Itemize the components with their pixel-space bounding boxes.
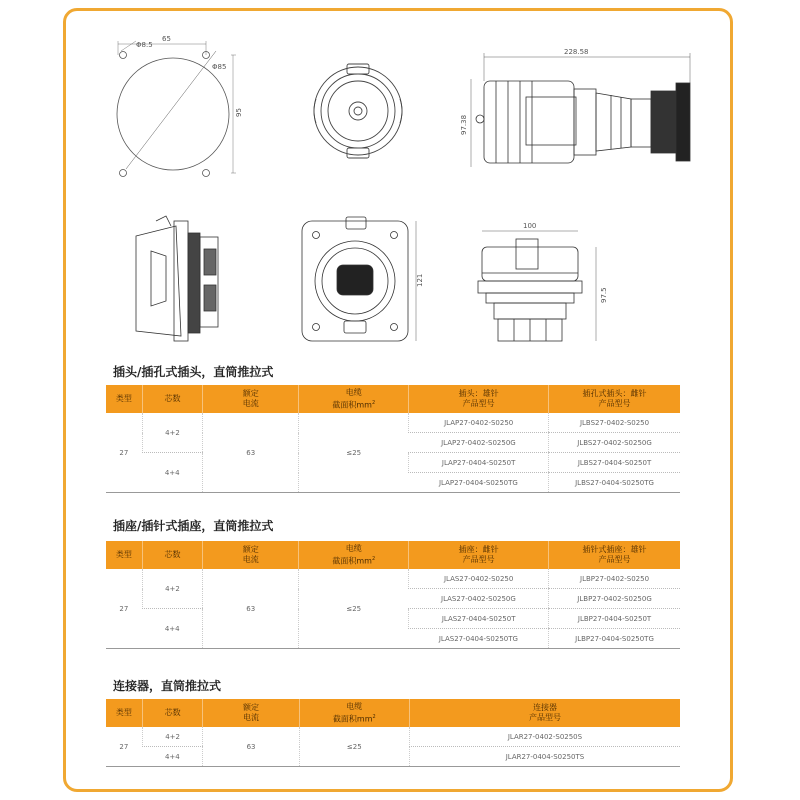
cell-current: 63 [203,413,299,493]
cell-model: JLAR27-0402-S0250S [409,727,680,747]
socket-side-drawing [136,216,218,341]
header-current: 额定 电流 [203,699,299,727]
cell-model-b: JLBP27-0404-S0250TG [549,629,680,649]
cell-cable: ≤25 [299,413,409,493]
connector-spec-table [106,699,680,767]
dim-cutout-circle: Φ85 [212,63,227,71]
cell-cores: 4+4 [142,609,203,649]
cell-type: 27 [106,569,142,649]
header-model-a: 插头：雄针 产品型号 [409,385,549,413]
section-title-plug: 插头/插孔式插头，直筒推拉式 [113,365,274,379]
cell-model: JLAR27-0404-S0250TS [409,747,680,767]
socket-spec-table [106,541,680,649]
socket-front-drawing [302,217,416,341]
dim-cutout-width: 65 [162,35,171,43]
page-frame [63,8,733,792]
header-type: 类型 [106,385,142,413]
header-cable: 电缆 截面积$mm^2$ [299,541,409,569]
cell-model-a: JLAP27-0402-S0250 [409,413,549,433]
dim-cutout-height: 95 [235,108,243,117]
table-row [106,569,680,589]
plug-side-drawing [471,53,690,167]
table-row [106,413,680,433]
dim-socket-height: 121 [416,273,424,287]
cell-cores: 4+4 [142,453,203,493]
header-type: 类型 [106,699,142,727]
cell-model-b: JLBP27-0404-S0250T [549,609,680,629]
socket-top-drawing [478,231,596,341]
header-model: 连接器 产品型号 [409,699,680,727]
technical-drawings [66,11,730,361]
section-title-connector: 连接器，直筒推拉式 [113,679,222,693]
section-title-socket: 插座/插针式插座，直筒推拉式 [113,519,274,533]
header-cores: 芯数 [142,699,203,727]
header-model-b: 插孔式插头：雌针 产品型号 [549,385,680,413]
plug-spec-table [106,385,680,493]
cell-model-a: JLAP27-0402-S0250G [409,433,549,453]
cell-model-b: JLBS27-0404-S0250T [549,453,680,473]
cell-cable: ≤25 [299,727,409,767]
cell-type: 27 [106,727,142,767]
header-model-a: 插座：雌针 产品型号 [409,541,549,569]
header-model-b: 插针式插座：雄针 产品型号 [549,541,680,569]
header-cores: 芯数 [142,541,203,569]
cell-current: 63 [203,727,299,767]
header-type: 类型 [106,541,142,569]
cell-type: 27 [106,413,142,493]
cell-model-a: JLAS27-0404-S0250T [409,609,549,629]
table-header-row [106,541,680,569]
header-current: 额定 电流 [203,385,299,413]
cell-model-b: JLBP27-0402-S0250 [549,569,680,589]
header-current: 额定 电流 [203,541,299,569]
cell-current: 63 [203,569,299,649]
cell-cable: ≤25 [299,569,409,649]
dim-side-height: 97.38 [460,114,468,135]
dim-cutout-hole: Φ8.5 [136,41,153,49]
cell-model-b: JLBS27-0402-S0250G [549,433,680,453]
cell-cores: 4+4 [142,747,203,767]
cell-model-a: JLAP27-0404-S0250T [409,453,549,473]
cell-model-a: JLAS27-0402-S0250G [409,589,549,609]
header-cable: 电缆 截面积$mm^2$ [299,699,409,727]
cutout-drawing [117,41,236,177]
cell-model-b: JLBP27-0402-S0250G [549,589,680,609]
dim-socket-top-height: 97.5 [600,287,608,303]
header-cores: 芯数 [142,385,203,413]
cell-model-a: JLAS27-0404-S0250TG [409,629,549,649]
cell-model-a: JLAS27-0402-S0250 [409,569,549,589]
plug-face-drawing [314,64,402,158]
table-header-row [106,385,680,413]
table-row [106,727,680,747]
header-cable: 电缆 截面积$mm^2$ [299,385,409,413]
cell-cores: 4+2 [142,727,203,747]
cell-model-b: JLBS27-0404-S0250TG [549,473,680,493]
table-header-row [106,699,680,727]
cell-cores: 4+2 [142,413,203,453]
cell-model-b: JLBS27-0402-S0250 [549,413,680,433]
dim-socket-width: 100 [523,222,537,230]
cell-model-a: JLAP27-0404-S0250TG [409,473,549,493]
cell-cores: 4+2 [142,569,203,609]
dim-side-length: 228.58 [564,48,589,56]
